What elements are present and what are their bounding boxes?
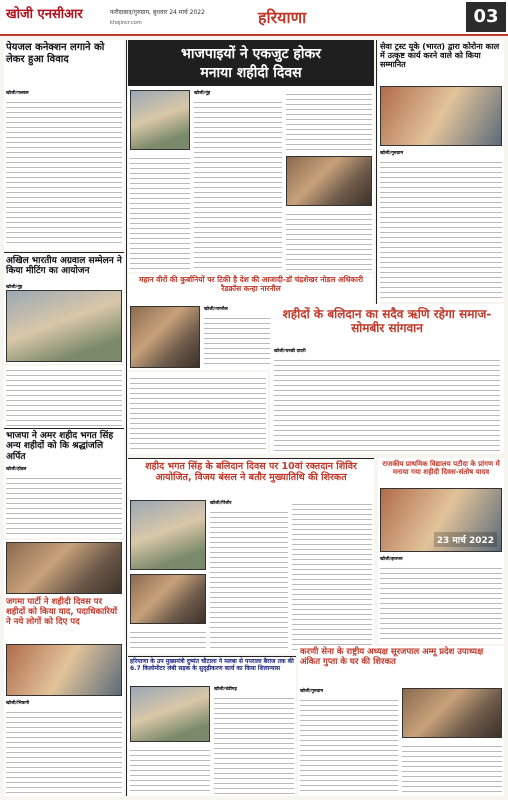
body-text-road-foundation-2 (130, 746, 210, 794)
byline-society-indebted: खोजी/चरखी दादरी (274, 349, 306, 354)
story-water-connection (4, 40, 124, 250)
photo-school-event (380, 488, 502, 552)
photo-seva-trust (380, 86, 502, 146)
byline-blood-donation: खोजी/पिंजौर (210, 501, 232, 506)
photo-blood-donors (130, 574, 206, 624)
headline-bjp-tribute: भाजपा ने अमर शहीद भगत सिंह अन्य शहीदों को कि श्रद्धांजलि अर्पित (6, 431, 114, 462)
body-text-party-martyrs (6, 708, 122, 794)
byline-bjp-tribute: खोजी/होडल (6, 467, 27, 472)
headline-karni-sena: करणी सेना के राष्ट्रीय अध्यक्ष सूरजपाल अम्मू प्रदेश उपाध्यक्ष अंकित गुप्ता के घर की शिरकत (300, 647, 484, 667)
issue-date: फरीदाबाद/गुरुग्राम, बुधवार 24 मार्च 2022 (110, 9, 205, 16)
body-text-freedom-continued (130, 374, 266, 452)
body-text-blood-donation-1 (210, 508, 288, 652)
byline-water-connection: खोजी/पलवल (6, 91, 29, 96)
photo-party-event (6, 542, 122, 594)
byline-seva-trust: खोजी/गुरुग्राम (380, 151, 404, 156)
story-seva-trust (378, 40, 504, 302)
headline-school-martyrs-day: राजकीय प्राथमिक विद्यालय पटौदा के प्रांगण में मनाया गया शहीदी दिवस-संतोष यादव (382, 460, 500, 477)
byline-party-martyrs: खोजी/भिवानी (6, 701, 30, 706)
body-text-martyrs-day-1 (194, 98, 282, 270)
photo-road-foundation (130, 686, 210, 742)
section-title: हरियाणा (258, 8, 307, 27)
body-text-school-martyrs-day (380, 564, 502, 642)
byline-road-foundation: खोजी/चंडीगढ़ (214, 687, 237, 692)
photo-martyrs-event-2 (286, 156, 372, 206)
body-text-martyrs-day-2 (286, 90, 372, 152)
headline-water-connection: पेयजल कनेक्शन लगाने को लेकर हुआ विवाद (6, 42, 105, 65)
photo-party-members (6, 644, 122, 696)
photo-freedom-sacrifice (130, 306, 200, 368)
headline-society-indebted: शहीदों के बलिदान का सदैव ऋणि रहेगा समाज-सोमबीर सांगवान (282, 307, 492, 335)
body-text-road-foundation-1 (214, 694, 294, 794)
story-martyrs-day (128, 40, 374, 272)
photo-karni-sena (402, 688, 502, 738)
body-text-seva-trust (380, 158, 502, 300)
story-blood-donation (128, 458, 374, 654)
byline-karni-sena: खोजी/गुरुग्राम (300, 689, 324, 694)
story-party-martyrs (4, 540, 124, 796)
headline-blood-donation: शहीद भगत सिंह के बलिदान दिवस पर 10वां रक्तदान शिविर आयोजित, विजय बंसल ने बतौर मुख्यातिथि की शिरकत (145, 461, 357, 483)
body-text-karni-sena-1 (300, 696, 398, 794)
main-headline-banner (128, 40, 374, 86)
byline-freedom-sacrifice: खोजी/नारनौल (204, 307, 228, 312)
story-school-martyrs-day (378, 458, 504, 644)
photo-blood-donation (130, 500, 206, 570)
byline-agarwal-conference: खोजी/नूंह (6, 285, 23, 290)
column-divider-left (126, 40, 127, 796)
body-text-society-indebted (274, 356, 500, 452)
headline-agarwal-conference: अखिल भारतीय अग्रवाल सम्मेलन ने किया मीटिंग का आयोजन (6, 256, 122, 277)
body-text-water-connection (6, 98, 122, 246)
headline-seva-trust: सेवा ट्रस्ट यूके (भारत) द्वारा कोरोना काल में उत्कृष्ट कार्य करने वाले को किया सम्मानित (380, 42, 500, 70)
body-text-martyrs-day-3 (130, 154, 190, 270)
story-society-indebted (270, 304, 504, 454)
photo-agarwal-meeting (6, 290, 122, 362)
story-bjp-tribute (4, 366, 124, 538)
body-text-agarwal (6, 366, 122, 426)
headline-freedom-sacrifice: महान वीरों की कुर्बानियों पर टिकी है देश की आजादी-डॉ चंद्रशेखर नोडल अधिकारी रैडक्रॉस कन्हा नारनौल (138, 275, 364, 293)
body-text-blood-donation-2 (292, 500, 372, 652)
photo-martyrs-event-1 (130, 90, 190, 150)
byline-school-martyrs-day: खोजी/झज्जर (380, 557, 403, 562)
main-headline-line2: मनाया शहीदी दिवस (200, 65, 302, 81)
main-headline-line1: भाजपाइयों ने एकजुट होकर (181, 46, 321, 62)
byline-martyrs-day: खोजी/नूंह (194, 91, 211, 96)
newspaper-logo: खोजी एनसीआर (6, 7, 83, 22)
story-freedom-body (128, 372, 268, 454)
body-text-martyrs-day-4 (286, 210, 372, 270)
headline-road-foundation: हरियाणा के उप मुख्यमंत्री दुष्यंत चौटाला ने मलबा से पपराला बैराज तक की 6.7 किलोमीटर लंबी सड़क के सुदृढ़ीकरण कार्य का किया शिलान्यास (130, 658, 294, 672)
page-number: 03 (466, 2, 506, 32)
column-divider-right (376, 40, 377, 304)
website-domain: khojincr.com (110, 20, 142, 26)
body-text-karni-sena-2 (402, 742, 502, 794)
photo-date-stamp: 23 मार्च 2022 (434, 532, 497, 547)
story-agarwal-conference (4, 252, 124, 364)
story-karni-sena (298, 646, 504, 796)
body-text-blood-donation-3 (130, 628, 206, 652)
body-text-bjp-tribute (6, 474, 122, 536)
masthead (0, 0, 508, 36)
headline-party-martyrs: जगमा पार्टी ने शहीदी दिवस पर शहीदों को किया याद, पदाधिकारियों ने नये लोगों को दिए पद (6, 597, 118, 627)
story-road-foundation (128, 656, 296, 796)
